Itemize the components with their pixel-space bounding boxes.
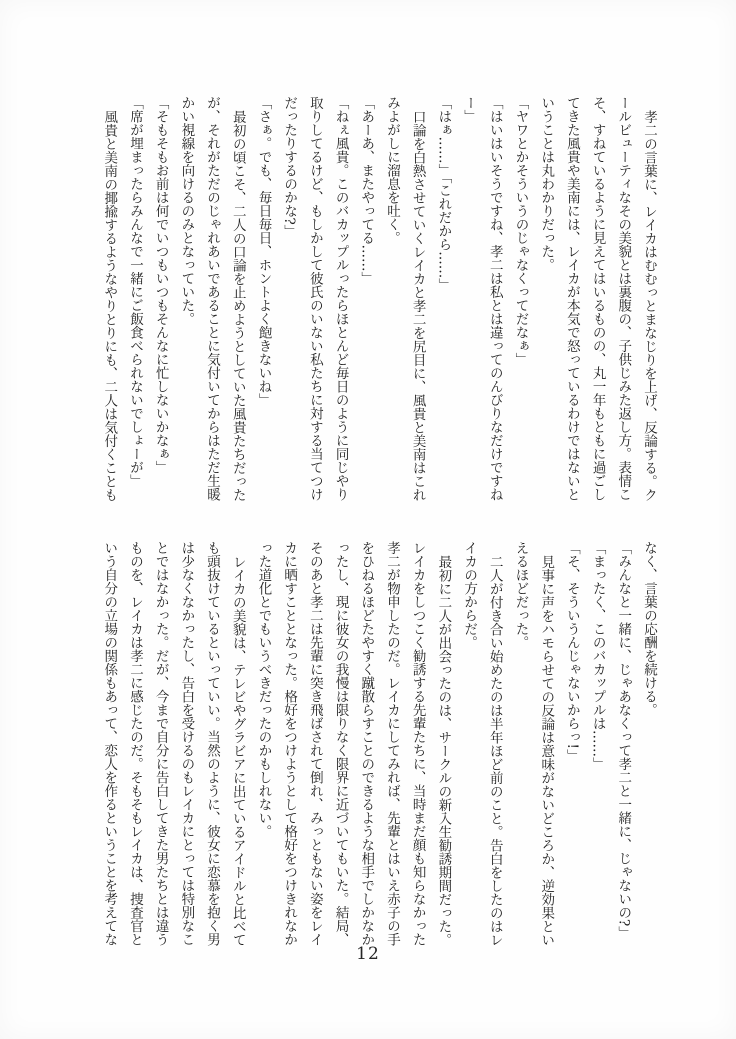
text-line: 「席が埋まったらみんなで一緒にご飯食べられないでしょーが」 [126,96,143,488]
text-line: 口論を白熱させていくレイカと孝二を尻目に、風貴と美南はこれ [409,109,426,501]
text-line: 最初に二人が出会ったのは、サークルの新入生勧誘期間だった。 [435,554,452,946]
text-line: えるほどだった。 [512,541,529,649]
text-line: そのあと孝二は先輩に突き飛ばされて倒れ、みっともない姿をレイ [306,541,323,946]
text-line: 最初の頃こそ、二人の口論を止めようとしていた風貴たちだった [229,109,246,501]
text-line: カに晒すこととなった。格好をつけようとして格好をつけきれなか [281,541,298,946]
text-line: 「ヤワとかそういうのじゃなくってだなぁ」 [512,96,529,366]
text-line: いう自分の立場の関係もあって、恋人を作るということを考えてな [101,541,118,946]
text-line: ールビューティなその美貌とは裏腹の、子供じみた返し方。表情こ [615,96,632,501]
text-line: 「そ、そういうんじゃないからっ!」 [563,541,580,763]
text-line: 見事に声をハモらせての反論は意味がないどころか、逆効果とい [538,554,555,946]
text-line: 取りしてるけど、もしかして彼氏のいない私たちに対する当てつけ [306,96,323,501]
text-line: とではなかった。だが、今まで自分に告白してきた男たちとは違う [152,541,169,946]
text-line: 「みんなと一緒に、じゃあなくって孝二と一緒に、じゃないの?」 [615,541,632,940]
text-line: 孝二の言葉に、レイカはむむっとまなじりを上げ、反論する。ク [641,109,657,501]
text-line: 「はぁ……」「これだから……」 [435,96,452,292]
page-number: 12 [356,944,380,964]
text-line: 「まったく、このバカップルは……」 [589,541,606,771]
text-line: イカの方からだ。 [461,541,478,649]
text-line: が、それがただのじゃれあいであることに気付いてからはただ生暖 [204,96,221,501]
text-line: 「ねぇ風貴。このバカップルったらほとんど毎日のように同じやり [332,96,349,501]
text-line: は少なくなかったし、告白を受けるのもレイカにとっては特別なこ [178,541,195,946]
text-line: いうことは丸わかりだった。 [538,96,555,272]
text-line: 「さぁ。でも、毎日毎日、ホントよく飽きないね」 [255,96,272,407]
text-block-bottom [96,541,661,957]
text-line: 「はいはいそうですね、孝二は私とは違ってのんびりなだけですね [486,96,503,501]
text-line: レイカをしつこく勧誘する先輩たちに、当時まだ顔も知らなかった [409,541,426,946]
text-line: ー」 [461,96,478,123]
text-line: った道化とでもいうべきだったのかもしれない。 [255,541,272,838]
text-line: だったりするのかな?」 [281,96,298,239]
text-line: 孝二が物申したのだ。レイカにしてみれば、先輩とはいえ赤子の手 [383,541,400,946]
text-line: 風貴と美南の揶揄するようなやりとりにも、二人は気付くことも [101,109,118,501]
text-line: をひねるほどたやすく蹴散らすことのできるような相手でしかなか [358,541,375,946]
text-line: ものを、レイカは孝二に感じたのだ。そもそもレイカは、捜査官と [126,541,143,946]
text-line: も頭抜けているといっていい。当然のように、彼女に恋慕を抱く男 [204,541,221,946]
text-line: そ、すねているように見えてはいるものの、丸一年もともに過ごし [589,96,606,501]
text-line: 「あーあ、またやってる……」 [358,96,375,285]
text-line: 二人が付き合い始めたのは半年ほど前のこと。告白をしたのはレ [486,554,503,946]
text-line: ったし、現に彼女の我慢は限りなく限界に近づいてもいた。結局、 [332,541,349,946]
text-line: みよがしに溜息を吐く。 [383,96,400,245]
text-line: かい視線を向けるのみとなっていた。 [178,96,195,326]
text-block-top [96,96,661,512]
text-line: 「そもそもお前は何でいつもいつもそんなに忙しないかなぁ」 [152,96,169,474]
text-line: てきた風貴や美南には、レイカが本気で怒っているわけではないと [563,96,580,501]
text-line: なく、言葉の応酬を続ける。 [641,541,657,717]
text-line: レイカの美貌は、テレビやグラビアに出ているアイドルと比べて [229,554,246,946]
